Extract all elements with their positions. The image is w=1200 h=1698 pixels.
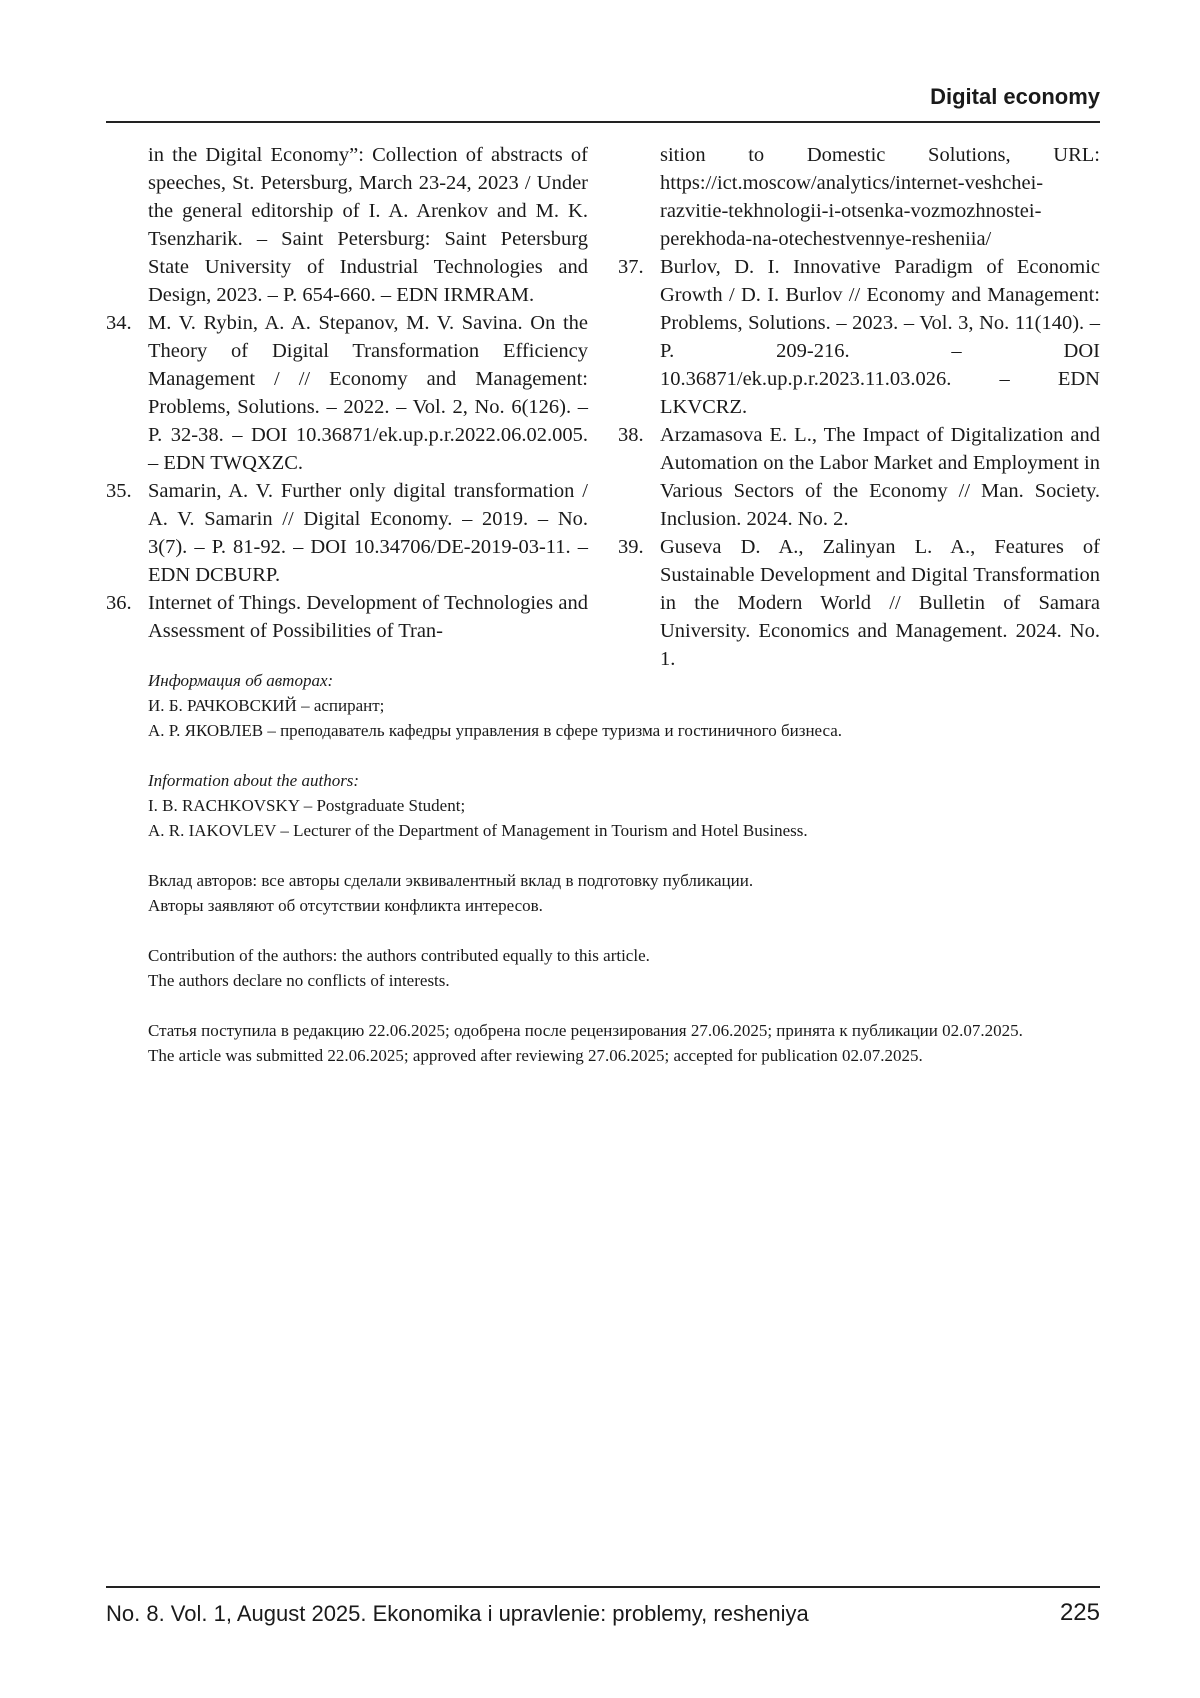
reference-number: 34. bbox=[106, 309, 132, 337]
reference-item-34 bbox=[106, 309, 588, 477]
references-left-column bbox=[106, 141, 588, 673]
article-history bbox=[148, 1018, 1100, 1068]
author-1-ru: И. Б. РАЧКОВСКИЙ – аспирант; bbox=[148, 693, 1100, 718]
reference-item-37 bbox=[618, 253, 1100, 421]
author-2-ru: А. Р. ЯКОВЛЕВ – преподаватель кафедры управления в сфере туризма и гостиничного бизнеса. bbox=[148, 718, 1100, 743]
conflict-statement-en: The authors declare no conflicts of interests. bbox=[148, 968, 1100, 993]
reference-list-right bbox=[618, 141, 1100, 673]
reference-text: Guseva D. A., Zalinyan L. A., Features of Sustainable Development and Digital Transformation in the Modern World // Bulletin of Samara University. Economics and Management. 2024. No. 1. bbox=[660, 536, 1100, 670]
contribution-statement-en: Contribution of the authors: the authors contributed equally to this article. bbox=[148, 943, 1100, 968]
reference-item-35 bbox=[106, 477, 588, 589]
reference-text: in the Digital Economy”: Collection of abstracts of speeches, St. Petersburg, March 23-24, 2023 / Under the general editorship of I. A. Arenkov and M. K. Tsenzharik. – Saint Petersburg: Saint Petersburg State University of Industrial Technologies and Design, 2023. – P. 654-660. – EDN IRMRAM. bbox=[148, 144, 588, 306]
article-metadata bbox=[148, 668, 1100, 1093]
conflict-statement-ru: Авторы заявляют об отсутствии конфликта интересов. bbox=[148, 893, 1100, 918]
contribution-en bbox=[148, 943, 1100, 993]
authors-heading-ru: Информация об авторах: bbox=[148, 668, 1100, 693]
reference-item-39 bbox=[618, 533, 1100, 673]
reference-text: Samarin, A. V. Further only digital transformation / A. V. Samarin // Digital Economy. – 2019. – No. 3(7). – P. 81-92. – DOI 10.34706/DE-2019-03-11. – EDN DCBURP. bbox=[148, 480, 588, 586]
page-number: 225 bbox=[1060, 1599, 1100, 1627]
reference-item-36 bbox=[106, 589, 588, 645]
running-header-title: Digital economy bbox=[930, 84, 1100, 110]
reference-number: 37. bbox=[618, 253, 644, 281]
reference-text: sition to Domestic Solutions, URL: https://ict.moscow/analytics/internet-veshchei-razvitie-tekhnologii-i-otsenka-vozmozhnostei-perekhoda-na-otechestvennye-resheniia/ bbox=[660, 144, 1100, 250]
reference-text: Arzamasova E. L., The Impact of Digitalization and Automation on the Labor Market and Employment in Various Sectors of the Economy // Man. Society. Inclusion. 2024. No. 2. bbox=[660, 424, 1100, 530]
reference-item-38 bbox=[618, 421, 1100, 533]
reference-item-36-continued bbox=[618, 141, 1100, 253]
reference-number: 35. bbox=[106, 477, 132, 505]
reference-number: 39. bbox=[618, 533, 644, 561]
footer-journal-info: No. 8. Vol. 1, August 2025. Ekonomika i upravlenie: problemy, resheniya bbox=[106, 1601, 809, 1627]
reference-number: 36. bbox=[106, 589, 132, 617]
header-divider bbox=[106, 121, 1100, 123]
author-2-en: A. R. IAKOVLEV – Lecturer of the Department of Management in Tourism and Hotel Business. bbox=[148, 818, 1100, 843]
contribution-statement-ru: Вклад авторов: все авторы сделали эквивалентный вклад в подготовку публикации. bbox=[148, 868, 1100, 893]
article-history-ru: Статья поступила в редакцию 22.06.2025; одобрена после рецензирования 27.06.2025; принята к публикации 02.07.2025. bbox=[148, 1018, 1100, 1043]
article-history-en: The article was submitted 22.06.2025; approved after reviewing 27.06.2025; accepted for publication 02.07.2025. bbox=[148, 1043, 1100, 1068]
reference-list-left bbox=[106, 141, 588, 645]
reference-text: M. V. Rybin, A. A. Stepanov, M. V. Savina. On the Theory of Digital Transformation Efficiency Management / // Economy and Management: Problems, Solutions. – 2022. – Vol. 2, No. 6(126). – P. 32-38. – DOI 10.36871/ek.up.p.r.2022.06.02.005. – EDN TWQXZC. bbox=[148, 312, 588, 474]
authors-info-en bbox=[148, 768, 1100, 843]
reference-item-33-continued bbox=[106, 141, 588, 309]
references-right-column bbox=[618, 141, 1100, 673]
authors-info-ru bbox=[148, 668, 1100, 743]
authors-heading-en: Information about the authors: bbox=[148, 768, 1100, 793]
author-1-en: I. B. RACHKOVSKY – Postgraduate Student; bbox=[148, 793, 1100, 818]
contribution-ru bbox=[148, 868, 1100, 918]
reference-text: Burlov, D. I. Innovative Paradigm of Economic Growth / D. I. Burlov // Economy and Management: Problems, Solutions. – 2023. – Vol. 3, No. 11(140). – P. 209-216. – DOI 10.36871/ek.up.p.r.2023.11.03.026. – EDN LKVCRZ. bbox=[660, 256, 1100, 418]
reference-text: Internet of Things. Development of Technologies and Assessment of Possibilities of Tran- bbox=[148, 592, 588, 642]
footer-divider bbox=[106, 1586, 1100, 1588]
references-section bbox=[106, 141, 1100, 673]
reference-number: 38. bbox=[618, 421, 644, 449]
